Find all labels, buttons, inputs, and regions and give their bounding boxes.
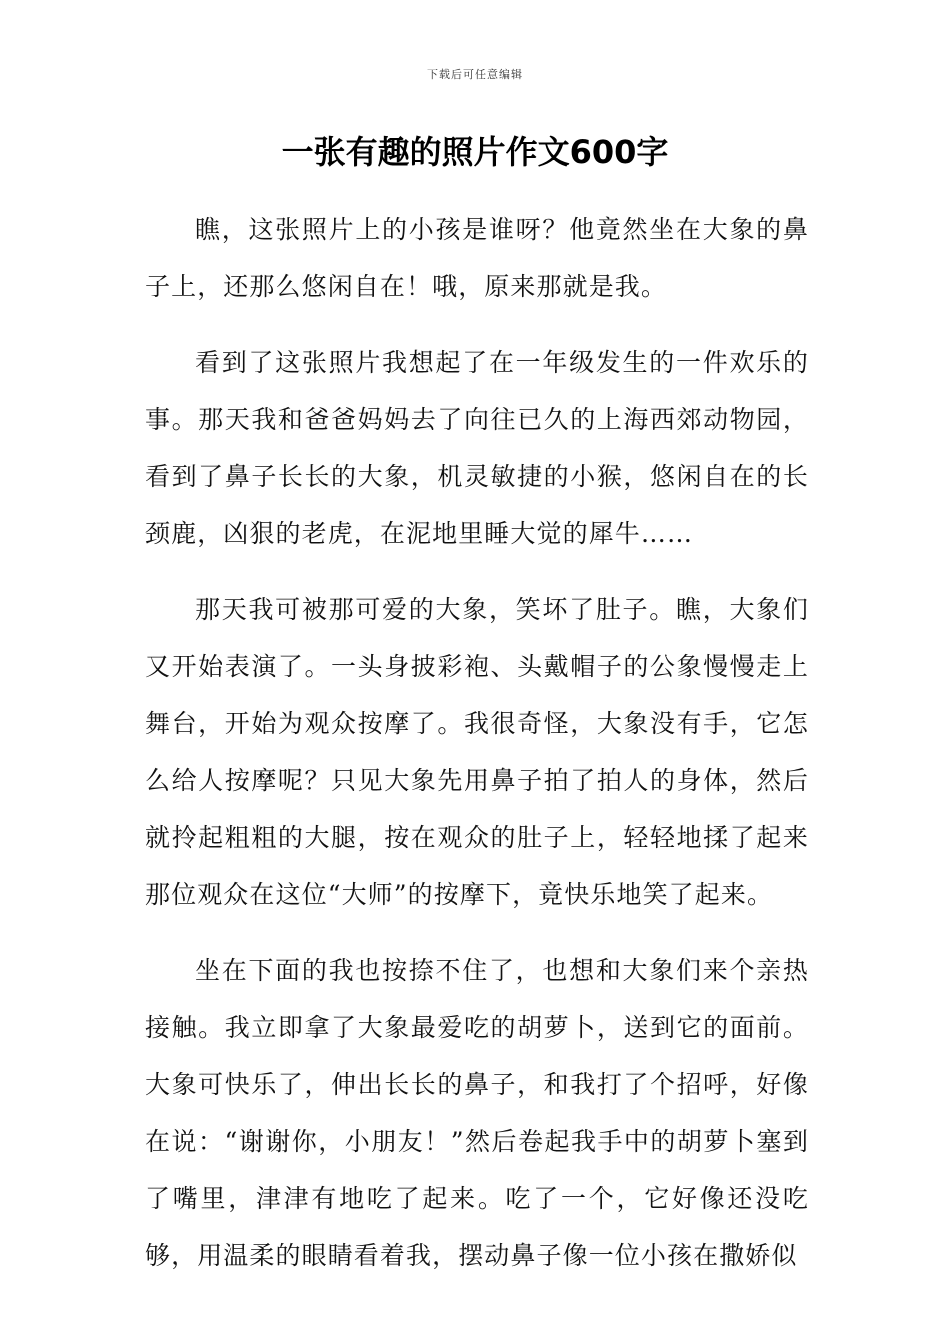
paragraph-4: 坐在下面的我也按捺不住了，也想和大象们来个亲热接触。我立即拿了大象最爱吃的胡萝卜，送到它的面前。大象可快乐了，伸出长长的鼻子，和我打了个招呼，好像在说：“谢谢你，小朋友！”然后卷起我手中的胡萝卜塞到了嘴里，津津有地吃了起来。吃了一个，它好像还没吃够，用温柔的眼睛看着我，摆动鼻子像一位小孩在撒娇似 [145,956,809,1270]
paragraph-1: 瞧，这张照片上的小孩是谁呀？他竟然坐在大象的鼻子上，还那么悠闲自在！哦，原来那就是我。 [145,215,809,301]
document-title: 一张有趣的照片作文600字 [281,133,669,171]
document-body [145,201,809,1303]
header-note: 下载后可任意编辑 [427,68,523,81]
paragraph-3: 那天我可被那可爱的大象，笑坏了肚子。瞧，大象们又开始表演了。一头身披彩袍、头戴帽子的公象慢慢走上舞台，开始为观众按摩了。我很奇怪，大象没有手，它怎么给人按摩呢？只见大象先用鼻子拍了拍人的身体，然后就拎起粗粗的大腿，按在观众的肚子上，轻轻地揉了起来那位观众在这位“大师”的按摩下，竟快乐地笑了起来。 [145,595,809,909]
paragraph-2: 看到了这张照片我想起了在一年级发生的一件欢乐的事。那天我和爸爸妈妈去了向往已久的上海西郊动物园，看到了鼻子长长的大象，机灵敏捷的小猴，悠闲自在的长颈鹿，凶狠的老虎，在泥地里睡大觉的犀牛…… [145,348,809,548]
